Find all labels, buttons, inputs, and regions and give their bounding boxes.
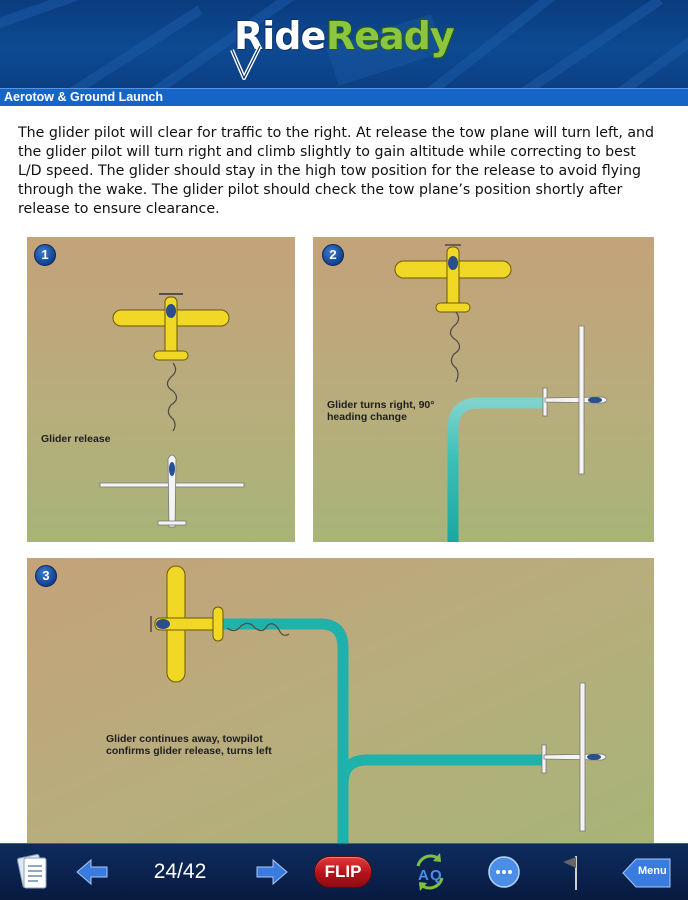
panel-2-number-badge: 2 bbox=[322, 244, 344, 266]
bookmark-flag-icon[interactable] bbox=[558, 844, 592, 900]
panel-2-caption-line-1: Glider turns right, 90° bbox=[327, 399, 435, 411]
comments-icon[interactable] bbox=[484, 844, 524, 900]
panel-3-illustration bbox=[27, 558, 654, 843]
app-header bbox=[0, 0, 688, 88]
body-paragraph: The glider pilot will clear for traffic to the right. At release the tow plane will turn left, and the glider pilot will turn right and climb slightly to gain altitude while correcting to best L/D speed. The glider should stay in the high tow position for the release to avoid flying through the wake. The glider pilot should check the tow plane’s position shortly after release to ensure clearance. bbox=[18, 125, 655, 217]
logo-ready-text: Ready bbox=[326, 14, 454, 58]
panel-1-caption bbox=[41, 433, 110, 445]
flip-button[interactable]: FLIP bbox=[314, 856, 372, 888]
panel-3-caption bbox=[106, 733, 272, 757]
section-title: Aerotow & Ground Launch bbox=[4, 90, 164, 104]
illustration-panel-2 bbox=[313, 237, 654, 542]
panel-2-illustration bbox=[313, 237, 654, 542]
page-indicator: 24/42 bbox=[153, 860, 207, 883]
illustration-panel-3 bbox=[27, 558, 654, 843]
rideready-logo bbox=[230, 12, 460, 82]
previous-page-arrow-icon[interactable] bbox=[74, 844, 110, 900]
menu-button[interactable] bbox=[622, 857, 672, 893]
next-page-arrow-icon[interactable] bbox=[254, 844, 290, 900]
panel-2-caption bbox=[327, 399, 434, 423]
svg-text:A: A bbox=[418, 867, 429, 884]
notes-icon[interactable] bbox=[14, 844, 54, 900]
panel-1-illustration bbox=[27, 237, 295, 542]
panel-1-number-badge: 1 bbox=[34, 244, 56, 266]
svg-text:Q: Q bbox=[430, 867, 442, 884]
section-title-bar bbox=[0, 88, 688, 106]
panel-3-number-badge: 3 bbox=[35, 565, 57, 587]
menu-label: Menu bbox=[638, 865, 667, 877]
panel-3-caption-line-2: confirms glider release, turns left bbox=[106, 745, 272, 757]
quiz-refresh-icon[interactable] bbox=[410, 844, 450, 900]
panel-2-caption-line-2: heading change bbox=[327, 411, 407, 423]
panel-3-caption-line-1: Glider continues away, towpilot bbox=[106, 733, 263, 745]
illustration-panel-1 bbox=[27, 237, 295, 542]
logo-checkmark-icon bbox=[230, 42, 270, 82]
panel-1-caption-line: Glider release bbox=[41, 433, 111, 445]
bottom-toolbar bbox=[0, 843, 688, 900]
logo-ride-text: Ride bbox=[234, 14, 326, 58]
